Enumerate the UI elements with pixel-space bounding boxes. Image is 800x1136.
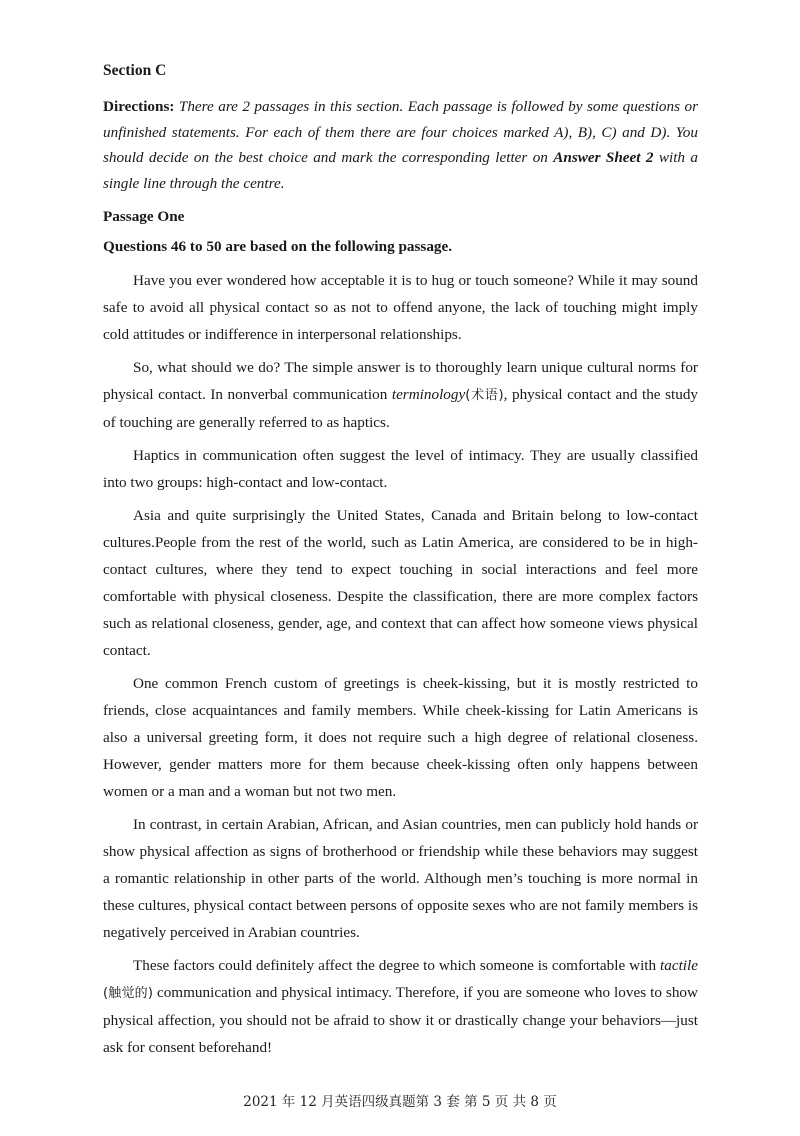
term-tactile: tactile <box>660 956 698 974</box>
gloss-terminology: (术语) <box>465 387 504 403</box>
directions-label: Directions: <box>103 98 175 116</box>
paragraph-7-text-a: These factors could definitely affect the degree to which someone is comfortable with <box>133 956 657 974</box>
paragraph-2-text-b: , physical contact and the study of touching are generally referred to as haptics. <box>103 385 699 431</box>
directions <box>103 94 698 196</box>
paragraph-4: Asia and quite surprisingly the United States, Canada and Britain belong to low-contact cultures.People from the rest of the world, such as Latin America, are considered to be in high-contact cultures, where they tend to expect touching in social interactions and feel more comfortable with physical closeness. Despite the classification, there are more complex factors such as relational closeness, gender, age, and context that can affect how someone views physical contact. <box>103 506 698 659</box>
answer-sheet-label: Answer Sheet 2 <box>553 149 654 167</box>
gloss-tactile: (触觉的) <box>103 985 153 1001</box>
paragraph-1: Have you ever wondered how acceptable it is to hug or touch someone? While it may sound safe to avoid all physical contact so as not to offend anyone, the lack of touching might imply cold attitudes or indifference in interpersonal relationships. <box>103 271 698 343</box>
paragraph-6: In contrast, in certain Arabian, African, and Asian countries, men can publicly hold hands or show physical affection as signs of brotherhood or friendship while these behaviors may suggest a romantic relationship in other parts of the world. Although men’s touching is more normal in these cultures, physical contact between persons of opposite sexes who are not family members is negatively perceived in Arabian countries. <box>103 815 698 941</box>
passage-title: Passage One <box>103 208 185 226</box>
directions-text-part1: There are 2 passages in this section. Each passage is followed by some questions or unfinished statements. For each of them there are four choices marked A), B), C) and D). You should decide on the best choice and mark the corresponding letter on <box>103 98 698 167</box>
paragraph-7-text-b: communication and physical intimacy. Therefore, if you are someone who loves to show physical affection, you should not be afraid to show it or drastically change your behaviors—just ask for consent beforehand! <box>103 983 698 1056</box>
paragraph-7 <box>103 952 698 1061</box>
section-title: Section C <box>103 62 167 79</box>
paragraph-2-text-a: So, what should we do? The simple answer is to thoroughly learn unique cultural norms for physical contact. In nonverbal communication <box>103 358 698 403</box>
paragraph-2 <box>103 354 698 436</box>
term-terminology: terminology <box>391 385 466 403</box>
exam-page <box>103 58 698 1067</box>
paragraph-5: One common French custom of greetings is cheek-kissing, but it is mostly restricted to friends, close acquaintances and family members. While cheek-kissing for Latin Americans is also a universal greeting form, it does not require such a high degree of relational closeness. However, gender matters more for them because cheek-kissing often only happens between women or a man and a woman but not two men. <box>103 674 698 800</box>
paragraph-3: Haptics in communication often suggest the level of intimacy. They are usually classified into two groups: high-contact and low-contact. <box>103 446 698 491</box>
page-footer: 2021 年 12 月英语四级真题第 3 套 第 5 页 共 8 页 <box>243 1094 557 1110</box>
directions-text-part2: with a single line through the centre. <box>103 149 698 192</box>
questions-heading: Questions 46 to 50 are based on the following passage. <box>103 238 453 256</box>
